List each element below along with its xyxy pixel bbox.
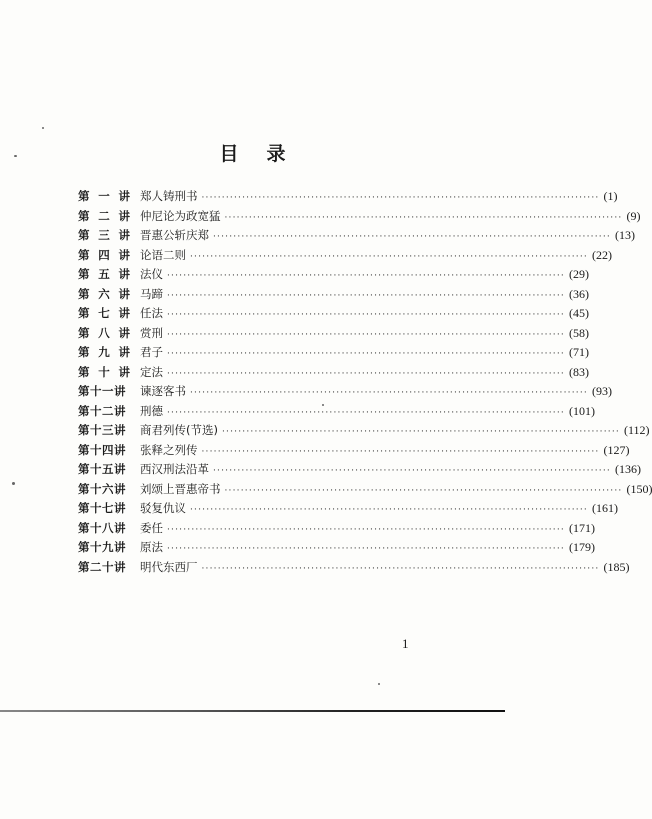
toc-entry	[78, 558, 630, 578]
lecture-number: 第 四 讲	[78, 247, 130, 262]
entry-title: 明代东西厂	[140, 559, 198, 574]
dot-leader: ··································································································	[224, 212, 623, 223]
entry-page: (9)	[626, 208, 641, 223]
dot-leader: ··································································································	[167, 329, 565, 340]
entry-page: (112)	[623, 423, 650, 437]
entry-page: (58)	[568, 325, 589, 340]
entry-title: 刑德	[140, 403, 163, 418]
dot-leader: ··································································································	[224, 485, 623, 496]
entry-title: 马蹄	[140, 286, 163, 301]
lecture-number: 第 九 讲	[78, 345, 130, 359]
dot-leader: ··································································································	[167, 544, 565, 554]
entry-title: 任法	[140, 306, 163, 320]
toc-entry	[78, 246, 612, 266]
dot-leader: ··································································································	[201, 193, 600, 203]
lecture-number: 第十七讲	[78, 501, 126, 515]
entry-page: (150)	[626, 481, 652, 496]
toc-entry	[78, 343, 589, 363]
scan-speck	[322, 404, 324, 406]
dot-leader: ··································································································	[167, 349, 565, 359]
entry-page: (13)	[614, 228, 635, 242]
lecture-number: 第 十 讲	[78, 364, 130, 379]
toc-entry	[78, 480, 652, 500]
dot-leader: ··································································································	[167, 407, 565, 418]
toc-entry	[78, 421, 650, 441]
lecture-number: 第 六 讲	[78, 286, 130, 301]
toc-entry	[78, 460, 641, 480]
entry-page: (22)	[591, 247, 612, 262]
toc-entry	[78, 402, 595, 422]
entry-title: 赏刑	[140, 325, 163, 340]
dot-leader: ··································································································	[190, 251, 588, 262]
dot-leader: ··································································································	[190, 505, 588, 515]
entry-page: (127)	[603, 442, 630, 457]
scan-speck	[12, 482, 15, 485]
page-title: 目录	[219, 143, 314, 165]
page-number: 1	[402, 636, 409, 651]
lecture-number: 第二十讲	[78, 559, 126, 574]
dot-leader: ··································································································	[167, 290, 565, 301]
entry-page: (36)	[568, 286, 589, 301]
entry-page: (179)	[568, 540, 595, 554]
lecture-number: 第 三 讲	[78, 228, 130, 242]
lecture-number: 第十二讲	[78, 403, 126, 418]
table-of-contents	[78, 187, 652, 577]
lecture-number: 第 八 讲	[78, 325, 130, 340]
entry-page: (185)	[603, 559, 630, 574]
entry-title: 张释之列传	[140, 442, 198, 457]
dot-leader: ··································································································	[201, 563, 600, 574]
dot-leader: ··································································································	[221, 427, 620, 437]
entry-title: 西汉刑法沿革	[140, 462, 209, 476]
dot-leader: ··································································································	[213, 232, 611, 242]
toc-entry	[78, 324, 589, 344]
entry-page: (93)	[591, 384, 612, 398]
entry-title: 商君列传(节选)	[140, 423, 218, 437]
entry-page: (29)	[568, 267, 589, 281]
lecture-number: 第十四讲	[78, 442, 126, 457]
entry-page: (161)	[591, 501, 618, 515]
entry-page: (101)	[568, 403, 595, 418]
dot-leader: ··································································································	[167, 368, 565, 379]
toc-entry	[78, 304, 589, 324]
lecture-number: 第十一讲	[78, 384, 126, 398]
dot-leader: ··································································································	[167, 271, 565, 281]
lecture-number: 第十三讲	[78, 423, 126, 437]
lecture-number: 第十六讲	[78, 481, 126, 496]
lecture-number: 第 七 讲	[78, 306, 130, 320]
lecture-number: 第 一 讲	[78, 189, 130, 203]
dot-leader: ··································································································	[201, 446, 600, 457]
entry-title: 晋惠公斩庆郑	[140, 228, 209, 242]
entry-title: 原法	[140, 540, 163, 554]
lecture-number: 第十九讲	[78, 540, 126, 554]
scan-speck	[42, 127, 44, 129]
entry-page: (71)	[568, 345, 589, 359]
toc-entry	[78, 382, 612, 402]
entry-title: 委任	[140, 520, 163, 535]
entry-title: 驳复仇议	[140, 501, 186, 515]
toc-entry	[78, 519, 595, 539]
lecture-number: 第十五讲	[78, 462, 126, 476]
entry-page: (171)	[568, 520, 595, 535]
toc-entry	[78, 265, 589, 285]
scan-speck	[14, 155, 17, 157]
toc-entry	[78, 499, 618, 519]
bottom-rule	[0, 710, 505, 712]
entry-title: 论语二则	[140, 247, 186, 262]
entry-title: 谏逐客书	[140, 384, 186, 398]
entry-title: 君子	[140, 345, 163, 359]
toc-entry	[78, 285, 589, 305]
entry-title: 郑人铸刑书	[140, 189, 198, 203]
scan-speck	[378, 683, 380, 685]
lecture-number: 第十八讲	[78, 520, 126, 535]
toc-entry	[78, 226, 635, 246]
toc-entry	[78, 207, 641, 227]
entry-page: (45)	[568, 306, 589, 320]
entry-page: (136)	[614, 462, 641, 476]
toc-entry	[78, 363, 589, 383]
entry-title: 刘颂上晋惠帝书	[140, 481, 221, 496]
dot-leader: ··································································································	[167, 524, 565, 535]
toc-entry	[78, 187, 618, 207]
dot-leader: ··································································································	[190, 388, 588, 398]
dot-leader: ··································································································	[167, 310, 565, 320]
lecture-number: 第 五 讲	[78, 267, 130, 281]
entry-page: (83)	[568, 364, 589, 379]
entry-page: (1)	[603, 189, 618, 203]
entry-title: 法仪	[140, 267, 163, 281]
toc-entry	[78, 441, 630, 461]
dot-leader: ··································································································	[213, 466, 611, 476]
entry-title: 定法	[140, 364, 163, 379]
lecture-number: 第 二 讲	[78, 208, 130, 223]
entry-title: 仲尼论为政宽猛	[140, 208, 221, 223]
toc-entry	[78, 538, 595, 558]
